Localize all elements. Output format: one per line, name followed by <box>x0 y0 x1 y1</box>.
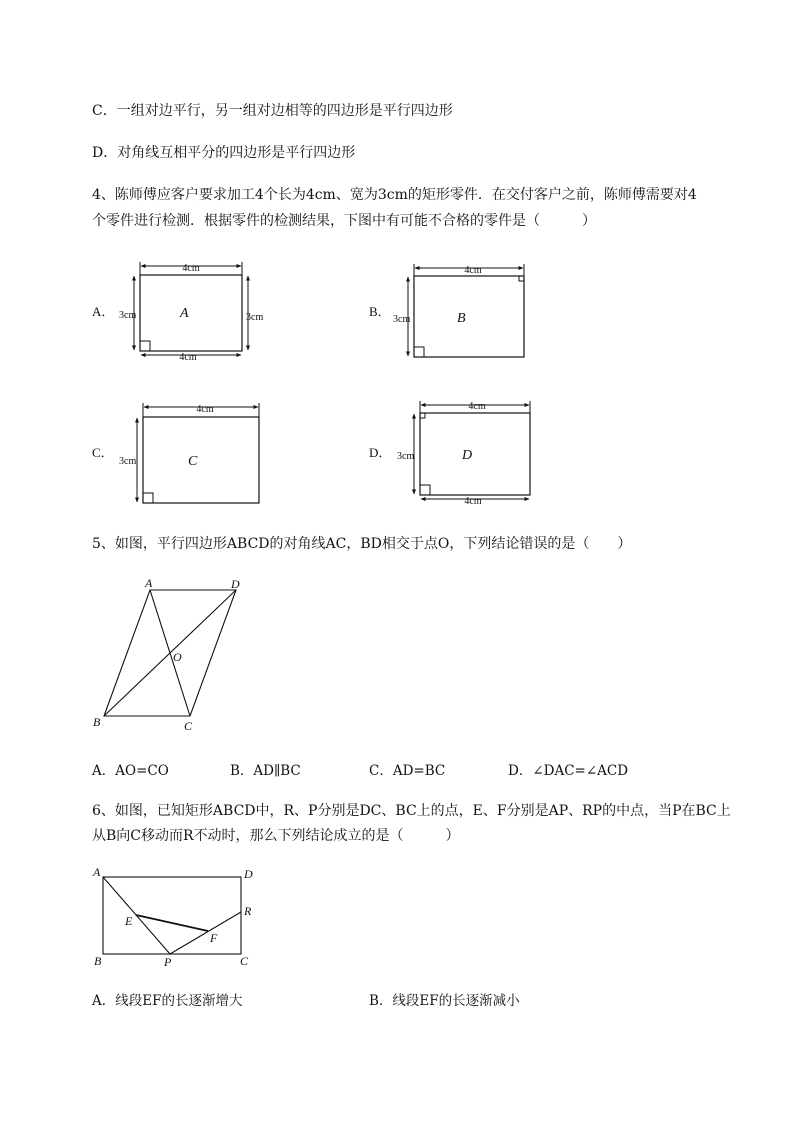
option-d-prev: D．对角线互相平分的四边形是平行四边形 <box>92 145 356 161</box>
q5-option-a: A．AO=CO <box>92 763 169 779</box>
q5-label-a: A <box>145 576 153 590</box>
figure-a <box>92 262 263 363</box>
q6-label-b: B <box>94 954 102 968</box>
q6-label-c: C <box>240 954 249 968</box>
q5-option-b: B．AD∥BC <box>230 763 301 779</box>
q5-label-c: C <box>184 719 193 733</box>
figure-d <box>369 401 530 507</box>
figure-a-left-dim: 3cm <box>119 310 137 321</box>
q6-label-d: D <box>244 867 253 881</box>
q5-option-c: C．AD=BC <box>369 763 446 779</box>
figure-d-left-dim: 3cm <box>397 451 415 462</box>
q6-label-r: R <box>244 904 252 918</box>
q5-parallelogram-figure <box>88 574 258 734</box>
q5-label-b: B <box>93 715 101 729</box>
figure-a-right-dim: 3cm <box>246 312 264 323</box>
q4-figures <box>0 0 794 520</box>
figure-a-top-dim: 4cm <box>182 263 200 274</box>
figure-d-bottom-dim: 4cm <box>464 496 482 507</box>
figure-a-bottom-dim: 4cm <box>179 352 197 363</box>
q5-label-o: O <box>173 650 182 664</box>
q6-stem-line2: 从B向C移动而R不动时，那么下列结论成立的是（ ） <box>92 828 460 844</box>
figure-b <box>369 264 524 357</box>
q5-label-d: D <box>231 577 240 591</box>
q5-stem: 5、如图，平行四边形ABCD的对角线AC，BD相交于点O，下列结论错误的是（ ） <box>92 536 632 552</box>
figure-c <box>92 403 259 503</box>
figure-c-option: C． <box>92 445 114 460</box>
figure-c-letter: C <box>188 454 198 469</box>
q6-option-a: A．线段EF的长逐渐增大 <box>92 993 243 1009</box>
figure-a-option: A． <box>92 304 115 319</box>
figure-c-left-dim: 3cm <box>119 456 137 467</box>
q4-stem-line2: 个零件进行检测．根据零件的检测结果，下图中有可能不合格的零件是（ ） <box>92 213 596 229</box>
q6-label-e: E <box>125 914 133 928</box>
figure-c-top-dim: 4cm <box>196 404 214 415</box>
figure-a-letter: A <box>180 306 189 321</box>
q5-option-d: D．∠DAC=∠ACD <box>508 763 629 779</box>
figure-b-letter: B <box>457 311 466 326</box>
q6-rectangle-figure <box>88 862 268 972</box>
q4-stem-line1: 4、陈师傅应客户要求加工4个长为4cm、宽为3cm的矩形零件．在交付客户之前，陈师傅需要对4 <box>92 187 697 203</box>
figure-d-option: D． <box>369 445 392 460</box>
figure-b-top-dim: 4cm <box>464 265 482 276</box>
q6-label-p: P <box>164 955 172 969</box>
figure-b-option: B． <box>369 304 391 319</box>
option-c-prev: C．一组对边平行，另一组对边相等的四边形是平行四边形 <box>92 103 453 119</box>
figure-d-top-dim: 4cm <box>468 401 486 412</box>
q6-label-f: F <box>210 931 218 945</box>
q6-option-b: B．线段EF的长逐渐减小 <box>369 993 520 1009</box>
figure-b-left-dim: 3cm <box>393 314 411 325</box>
q6-stem-line1: 6、如图，已知矩形ABCD中，R、P分别是DC、BC上的点，E、F分别是AP、RP的中点，当P在BC上 <box>92 803 731 819</box>
q6-label-a: A <box>93 865 101 879</box>
figure-d-letter: D <box>462 448 473 463</box>
